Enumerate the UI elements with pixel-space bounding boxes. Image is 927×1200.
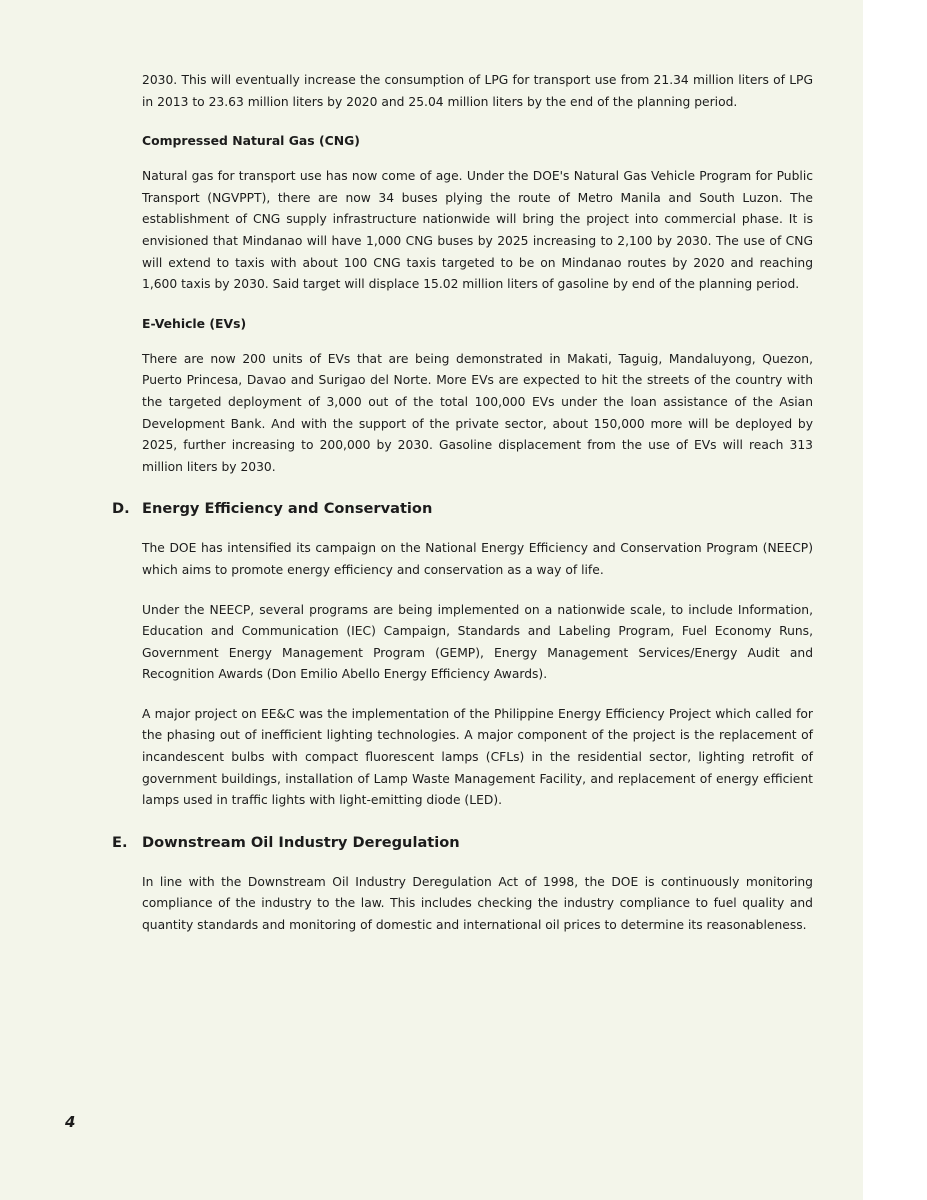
section-d-paragraph-2: Under the NEECP, several programs are being implemented on a nationwide scale, to include Information, Education and Communication (IEC) Campaign, Standards and Labeling Program, Fuel Economy Runs, Government Energy Management Program (GEMP), Energy Management Services/Energy Audit and Recognition Awards (Don Emilio Abello Energy Efficiency Awards).: [142, 602, 813, 682]
section-d-paragraph-1: The DOE has intensified its campaign on the National Energy Efficiency and Conservation Program (NEECP) which aims to promote energy efficiency and conservation as a way of life.: [142, 541, 813, 577]
lpg-continuation-paragraph: 2030. This will eventually increase the consumption of LPG for transport use from 21.34 million liters of LPG in 2013 to 23.63 million liters by 2020 and 25.04 million liters by the end of the planning period.: [142, 73, 813, 109]
section-d-letter: D.: [112, 500, 130, 518]
ev-paragraph: There are now 200 units of EVs that are being demonstrated in Makati, Taguig, Mandaluyong, Quezon, Puerto Princesa, Davao and Surigao del Norte. More EVs are expected to hit the streets of the country with the targeted deployment of 3,000 out of the total 100,000 EVs under the loan assistance of the Asian Development Bank. And with the support of the private sector, about 150,000 more will be deployed by 2025, further increasing to 200,000 by 2030. Gasoline displacement from the use of EVs will reach 313 million liters by 2030.: [142, 351, 813, 474]
cng-heading: Compressed Natural Gas (CNG): [142, 133, 360, 149]
ev-heading: E-Vehicle (EVs): [142, 315, 247, 331]
section-e-heading: [112, 832, 813, 854]
section-e-paragraph-1: In line with the Downstream Oil Industry Deregulation Act of 1998, the DOE is continuously monitoring compliance of the industry to the law. This includes checking the industry compliance to fuel quality and quantity standards and monitoring of domestic and international oil prices to determine its reasonableness.: [142, 874, 813, 933]
section-d-title: Energy Efficiency and Conservation: [142, 500, 433, 518]
section-d-paragraph-3: A major project on EE&C was the implementation of the Philippine Energy Efficiency Project which called for the phasing out of inefficient lighting technologies. A major component of the project is the replacement of incandescent bulbs with compact fluorescent lamps (CFLs) in the residential sector, lighting retrofit of government buildings, installation of Lamp Waste Management Facility, and replacement of energy efficient lamps used in traffic lights with light-emitting diode (LED).: [142, 706, 813, 808]
section-e-letter: E.: [112, 833, 128, 851]
page-number: 4: [65, 1113, 76, 1131]
cng-paragraph: Natural gas for transport use has now come of age. Under the DOE's Natural Gas Vehicle Program for Public Transport (NGVPPT), there are now 34 buses plying the route of Metro Manila and South Luzon. The establishment of CNG supply infrastructure nationwide will bring the project into commercial phase. It is envisioned that Mindanao will have 1,000 CNG buses by 2025 increasing to 2,100 by 2030. The use of CNG will extend to taxis with about 100 CNG taxis targeted to be on Mindanao routes by 2020 and reaching 1,600 taxis by 2030. Said target will displace 15.02 million liters of gasoline by end of the planning period.: [142, 169, 813, 292]
page-margin: [863, 0, 895, 1200]
section-d-heading: [112, 498, 813, 520]
section-e-title: Downstream Oil Industry Deregulation: [142, 833, 460, 851]
